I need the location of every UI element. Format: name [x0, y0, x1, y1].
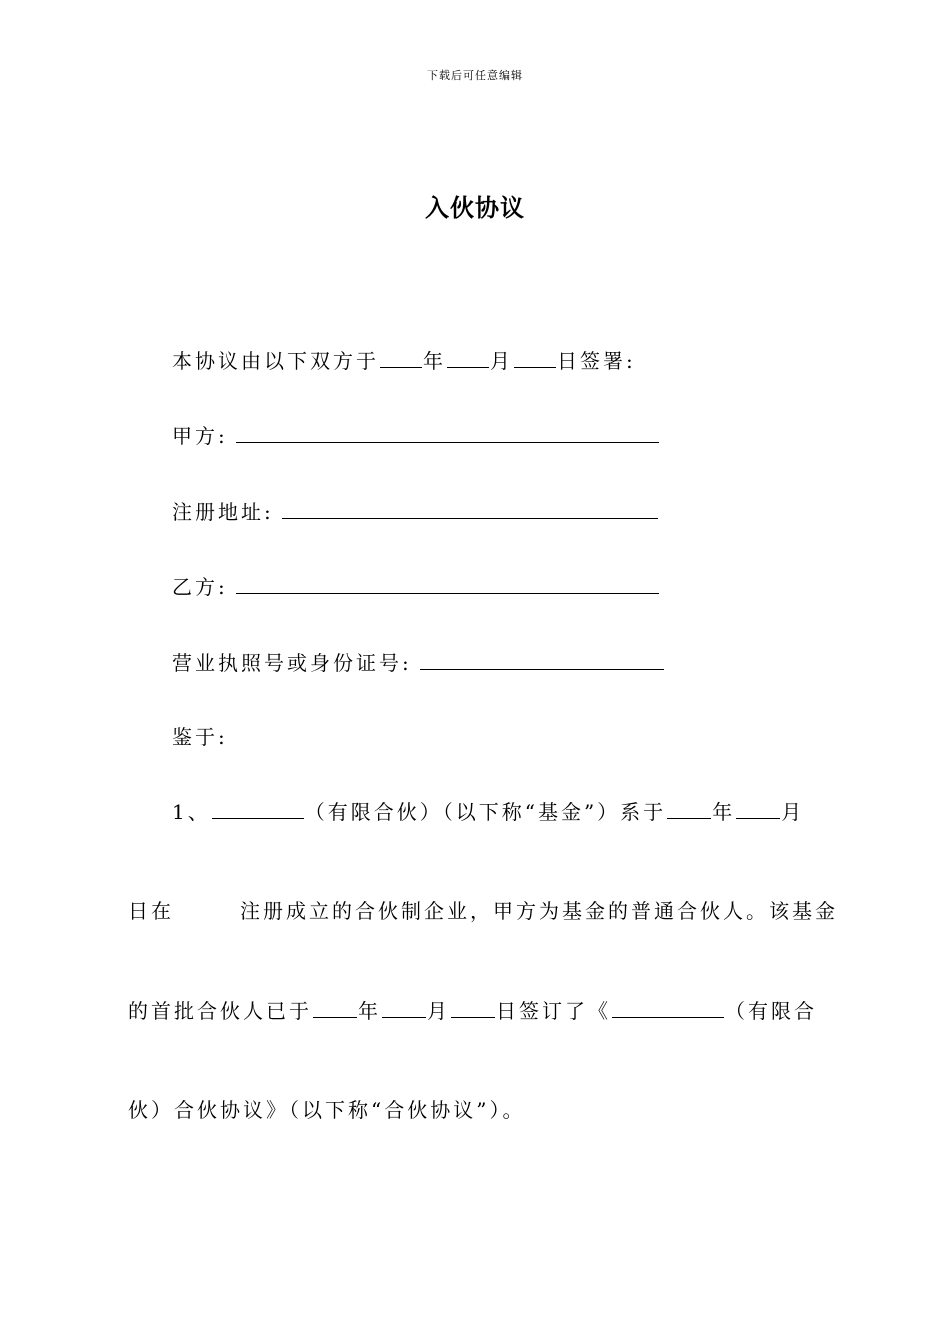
- clause1-line3: [128, 997, 817, 1024]
- clause1-line3-day-blank[interactable]: [451, 997, 495, 1018]
- party-b-label: 乙方:: [172, 575, 228, 599]
- clause1-line2-b: 注册成立的合伙制企业，甲方为基金的普通合伙人。该基金: [240, 899, 838, 923]
- year-blank[interactable]: [380, 347, 422, 368]
- party-b-line: [172, 573, 660, 600]
- intro-year-label: 年: [423, 349, 446, 373]
- clause1-line3-year-blank[interactable]: [313, 997, 357, 1018]
- clause1-line4-text: 伙）合伙协议》（以下称“合伙协议”）。: [128, 1098, 526, 1122]
- intro-line: [172, 347, 636, 374]
- whereas-line: [172, 724, 228, 750]
- clause1-month-label: 月: [781, 800, 805, 824]
- day-blank[interactable]: [514, 347, 556, 368]
- clause1-line3-c: （有限合: [725, 999, 817, 1023]
- license-line: [172, 649, 665, 676]
- license-label: 营业执照号或身份证号:: [172, 651, 412, 675]
- party-a-line: [172, 422, 660, 449]
- clause1-month-blank[interactable]: [736, 798, 780, 819]
- clause1-year-blank[interactable]: [667, 798, 711, 819]
- intro-day-label: 日签署:: [557, 349, 636, 373]
- clause1-line1: [172, 798, 804, 825]
- agreement-name-blank[interactable]: [612, 997, 724, 1018]
- clause1-line4: [128, 1097, 525, 1123]
- reg-address-blank[interactable]: [282, 498, 658, 519]
- intro-month-label: 月: [490, 349, 513, 373]
- reg-address-label: 注册地址:: [172, 500, 274, 524]
- clause1-line3-year-label: 年: [358, 999, 381, 1023]
- clause1-line3-b: 日签订了《: [496, 999, 611, 1023]
- intro-text: 本协议由以下双方于: [172, 349, 379, 373]
- clause1-line2: [128, 898, 838, 924]
- whereas-label: 鉴于:: [172, 725, 228, 749]
- clause1-line2-a: 日在: [128, 899, 174, 923]
- header-note: 下载后可任意编辑: [427, 69, 523, 82]
- party-a-label: 甲方:: [172, 424, 228, 448]
- document-title: 入伙协议: [425, 194, 525, 222]
- party-a-blank[interactable]: [236, 422, 659, 443]
- clause1-text-a: （有限合伙）（以下称“基金”）系于: [304, 800, 667, 824]
- clause1-line3-month-blank[interactable]: [382, 997, 426, 1018]
- clause1-number: 1、: [172, 800, 211, 824]
- party-b-blank[interactable]: [236, 573, 659, 594]
- clause1-line3-a: 的首批合伙人已于: [128, 999, 312, 1023]
- clause1-year-label: 年: [712, 800, 736, 824]
- month-blank[interactable]: [447, 347, 489, 368]
- clause1-line3-month-label: 月: [427, 999, 450, 1023]
- fund-name-blank[interactable]: [212, 798, 304, 819]
- license-blank[interactable]: [420, 649, 664, 670]
- reg-address-line: [172, 498, 659, 525]
